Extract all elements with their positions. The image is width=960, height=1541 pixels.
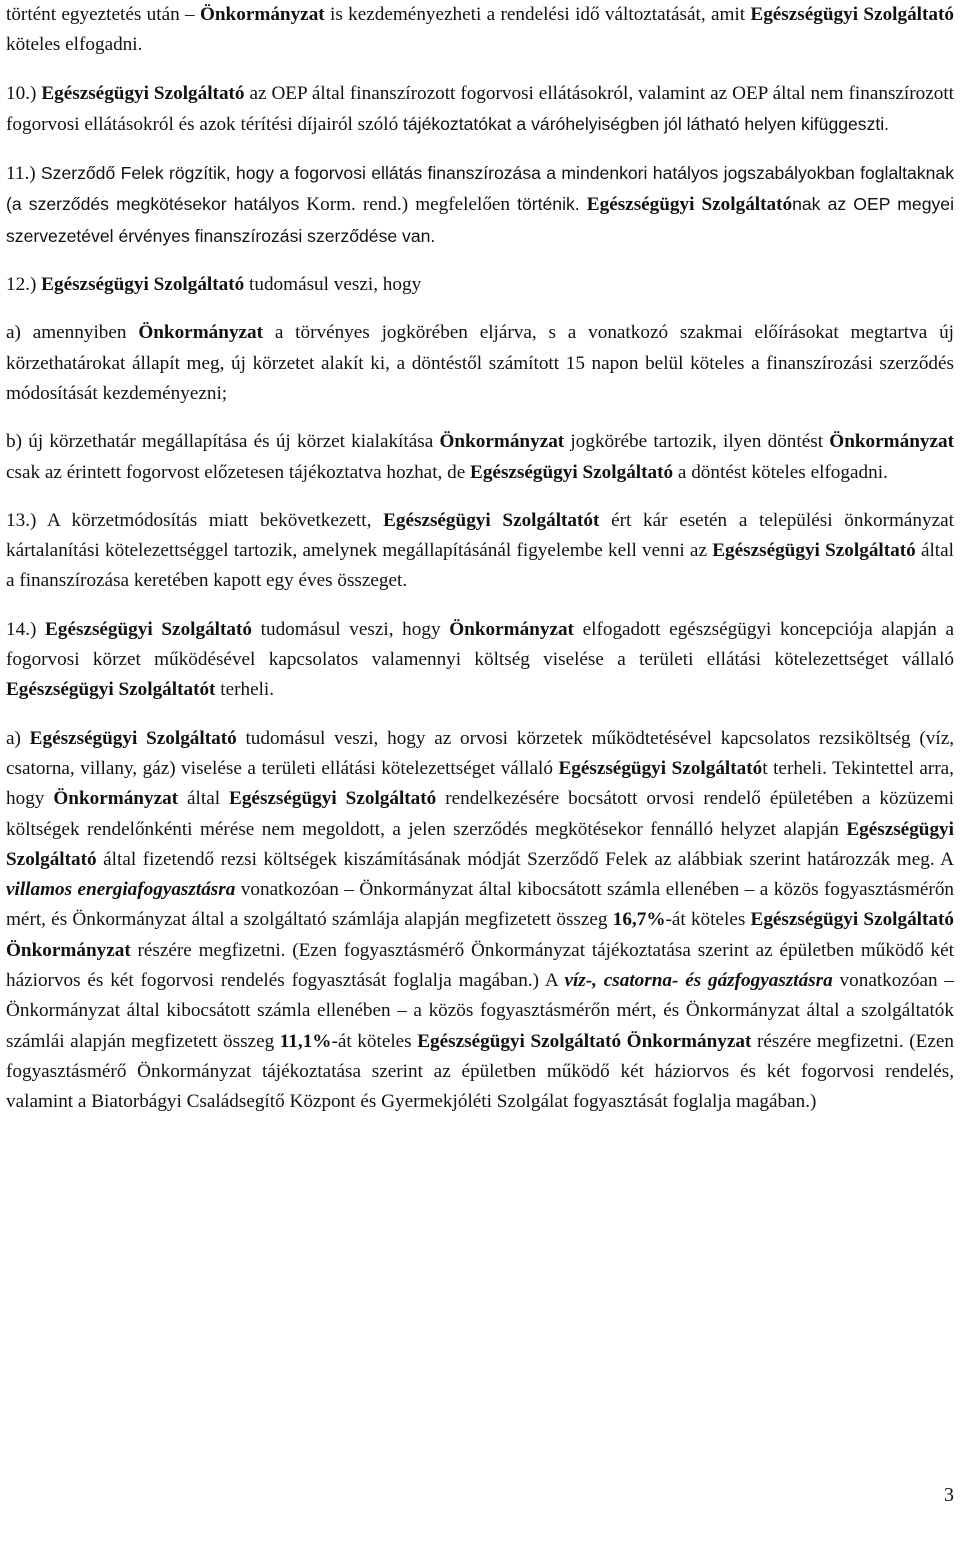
text-segment: terheli. xyxy=(215,679,275,701)
text-segment: Egészségügyi Szolgáltató xyxy=(45,618,252,640)
text-segment: b) új körzethatár megállapítása és új körzet kialakítása xyxy=(6,431,440,453)
text-segment: Szerződő Felek rögzítik, hogy a fogorvosi ellátás finanszírozása a mindenkori hatályos jogszabályokban foglaltaknak (a szerződés megkötésekor hatályos xyxy=(6,163,954,215)
paragraph-12a xyxy=(6,318,954,409)
text-segment: tájékoztatókat a váróhelyiségben jól látható helyen kifüggeszti. xyxy=(402,113,890,134)
text-segment: Önkormányzat xyxy=(53,788,179,810)
text-segment: Korm. rend.) megfelelően xyxy=(299,194,518,216)
text-segment: 12.) xyxy=(6,274,42,296)
text-segment: vonatkozóan – Önkormányzat által kibocsátott számla ellenében – a közös fogyasztásmérőn mért, és Önkormányzat által a szolgáltatók számlái alapján megfizetett összeg xyxy=(6,970,954,1052)
text-segment: víz-, csatorna- és gázfogyasztásra xyxy=(564,970,833,992)
paragraph-12 xyxy=(6,270,954,300)
text-segment: történik. xyxy=(517,194,587,215)
text-segment: Egészségügyi Szolgáltató xyxy=(29,727,237,749)
text-segment: történt egyeztetés után – xyxy=(6,4,200,25)
text-segment: 11.) xyxy=(6,163,41,185)
text-segment: rendelkezésére bocsátott orvosi rendelő épületében a közüzemi költségek rendelőnkénti mérése nem megoldott, a jelen szerződés megkötésekor fennálló helyzet alapján xyxy=(6,788,954,840)
text-segment: tudomásul veszi, hogy xyxy=(244,274,422,296)
text-segment: Önkormányzat xyxy=(199,4,325,25)
text-segment: Egészségügyi Szolgáltatót xyxy=(6,679,216,701)
text-segment: által fizetendő rezsi költségek kiszámításának módját Szerződő Felek az alábbiak szerint határozzák meg. A xyxy=(96,848,954,870)
paragraph-12b xyxy=(6,427,954,488)
text-segment: Önkormányzat xyxy=(829,431,954,453)
paragraph-rendelesi-ido xyxy=(6,0,954,61)
text-segment: csak az érintett fogorvost előzetesen tájékoztatva hozhat, de xyxy=(6,461,471,483)
text-segment: Egészségügyi Szolgáltató xyxy=(712,540,916,562)
text-segment: Egészségügyi Szolgáltató xyxy=(229,788,437,810)
text-segment: a döntést köteles elfogadni. xyxy=(673,461,888,483)
text-segment: által xyxy=(178,788,230,810)
text-segment: Egészségügyi Szolgáltató Önkormányzat xyxy=(6,909,954,961)
text-segment: által a finanszírozása keretében kapott egy éves összeget. xyxy=(6,540,954,592)
text-segment: részére megfizetni. (Ezen fogyasztásmérő Önkormányzat tájékoztatása szerint az épületben működő két háziorvos és két fogorvosi rendelés, valamint a Biatorbágyi Családsegítő Központ és Gyermekjóléti Szolgálat fogyasztását foglalja magában.) xyxy=(6,1030,954,1113)
text-segment: tudomásul veszi, hogy az orvosi körzetek működtetésével kapcsolatos rezsiköltség (víz, csatorna, villany, gáz) viselése a területi ellátási kötelezettséget vállaló xyxy=(6,727,955,779)
text-segment: Egészségügyi Szolgáltató xyxy=(41,274,245,296)
text-segment: Egészségügyi Szolgáltató xyxy=(41,82,245,104)
text-segment: Egészségügyi Szolgáltatót xyxy=(383,509,600,531)
text-segment: elfogadott egészségügyi koncepciója alapján a fogorvosi körzet működésével kapcsolatos valamennyi költség viselése a területi ellátási kötelezettséget vállaló xyxy=(6,618,954,671)
text-segment: Egészségügyi Szolgáltató xyxy=(6,818,954,870)
text-segment: részére megfizetni. (Ezen fogyasztásmérő Önkormányzat tájékoztatása szerint az épületben működő két háziorvos és két fogorvosi rendelés fogyasztását foglalja magában.) A xyxy=(6,939,954,992)
paragraph-14a xyxy=(6,724,954,1118)
text-segment: Önkormányzat xyxy=(138,322,264,344)
text-segment: 14.) xyxy=(6,618,46,640)
paragraph-14 xyxy=(6,615,954,706)
text-segment: 10.) xyxy=(6,82,42,104)
text-segment: nak az OEP megyei szervezetével érvényes finanszírozási szerződése van. xyxy=(6,194,954,246)
text-segment: tudomásul veszi, hogy xyxy=(251,618,450,640)
text-segment: Egészségügyi Szolgáltató xyxy=(558,757,763,779)
text-segment: Egészségügyi Szolgáltató Önkormányzat xyxy=(417,1030,752,1052)
paragraph-11 xyxy=(6,158,954,252)
text-segment: villamos energiafogyasztásra xyxy=(6,879,236,901)
text-segment: ért kár esetén a települési önkormányzat kártalanítási kötelezettséggel tartozik, amelynek megállapításánál figyelembe kell venni az xyxy=(6,509,954,562)
text-segment: a törvényes jogkörében eljárva, s a vonatkozó szakmai előírásokat megtartva új körzethatárokat állapít meg, új körzetet alakít ki, a döntéstől számított 15 napon belül köteles a finanszírozási szerződés módosítását kezdeményezni; xyxy=(6,322,954,404)
page-number: 3 xyxy=(944,1484,954,1506)
text-segment: vonatkozóan – Önkormányzat által kibocsátott számla ellenében – a közös fogyasztásmérőn mért, és Önkormányzat által a szolgáltató számlája alapján megfizetett összeg xyxy=(6,879,955,931)
text-segment: jogkörébe tartozik, ilyen döntést xyxy=(564,431,830,453)
paragraph-13 xyxy=(6,506,954,597)
text-segment: is kezdeményezheti a rendelési idő változtatását, amit xyxy=(324,4,751,25)
text-segment: 16,7% xyxy=(612,909,666,931)
text-segment: az OEP által finanszírozott fogorvosi ellátásokról, valamint az OEP által nem finanszírozott fogorvosi ellátásokról és azok térítési díjairól szóló xyxy=(6,82,955,135)
text-segment: a) amennyiben xyxy=(6,322,139,344)
text-segment: Egészségügyi Szolgáltató xyxy=(586,194,793,216)
text-segment: a) xyxy=(6,727,30,749)
text-segment: Egészségügyi Szolgáltató xyxy=(470,461,674,483)
text-segment: -át köteles xyxy=(665,909,751,931)
text-segment: -át köteles xyxy=(331,1030,418,1052)
text-segment: Önkormányzat xyxy=(439,431,565,453)
text-segment: t terheli. Tekintettel arra, hogy xyxy=(6,757,954,810)
text-segment: 13.) A körzetmódosítás miatt bekövetkezett, xyxy=(6,509,384,531)
paragraph-10 xyxy=(6,79,954,141)
text-segment: Egészségügyi Szolgáltató xyxy=(750,4,954,25)
document-page xyxy=(6,0,954,1118)
text-segment: 11,1% xyxy=(279,1030,332,1052)
text-segment: Önkormányzat xyxy=(449,618,574,640)
text-segment: köteles elfogadni. xyxy=(6,34,143,56)
